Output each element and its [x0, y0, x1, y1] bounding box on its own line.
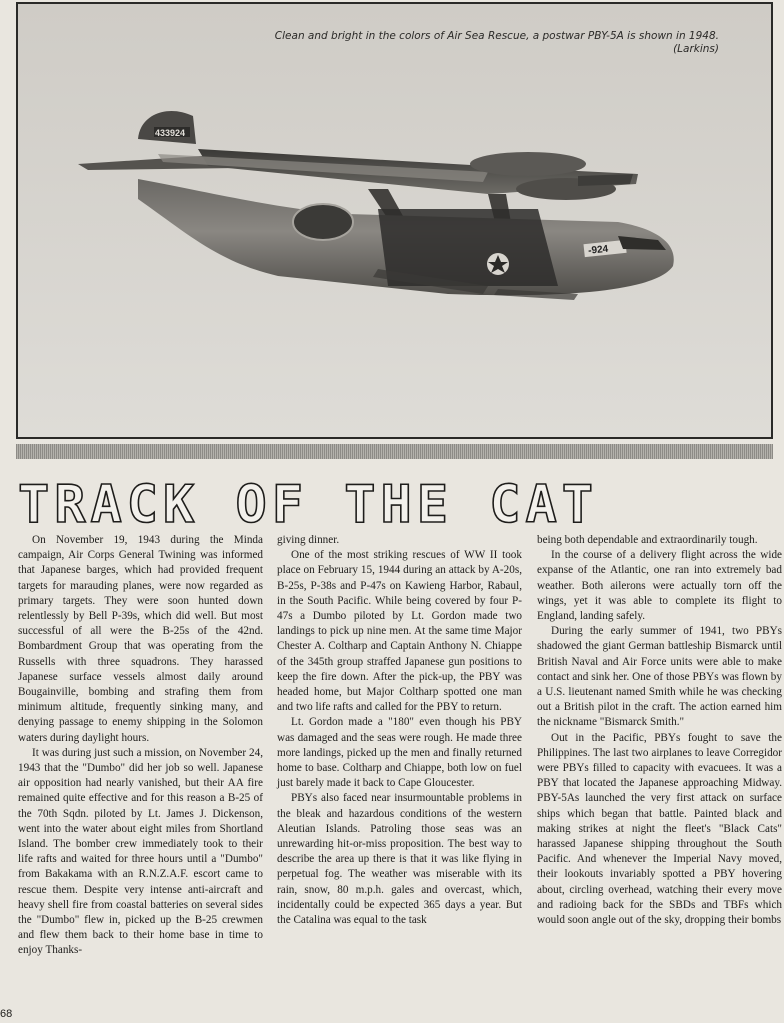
- article-column-2: [277, 533, 522, 928]
- caption-credit: (Larkins): [673, 43, 719, 55]
- article-paragraph: During the early summer of 1941, two PBYs shadowed the giant German battleship Bismarck until British Naval and Air Force units were able to make contact and sink her. One of those PBYs was flown by a U.S. lieutenant named Smith while he was checking out a British pilot in the craft. The action earned him the nickname "Bismarck Smith.": [537, 625, 782, 729]
- headline: [14, 470, 654, 530]
- article-column-3: [537, 533, 782, 928]
- article-paragraph: Lt. Gordon made a "180" even though his PBY was damaged and the seas were rough. He made three more landings, picked up the men and finally returned home to base. Coltharp and Chiappe, both low on fuel just barely made it back to Cape Gloucester.: [277, 716, 522, 790]
- article-paragraph: Out in the Pacific, PBYs fought to save the Philippines. The last two airplanes to leave Corregidor were PBYs filled to capacity with evacuees. It was a PBY that located the Japanese approaching Midway. PBY-5As launched the very first attack on surface ships which began that battle. Painted black and making strikes at night the fleet's "Black Cats" harassed Japanese shipping throughout the South Pacific. And whenever the Imperial Navy moved, their lookouts invariably spotted a PBY hovering about, circling overhead, watching their every move and radioing back for the SBDs and TBFs which would soon angle out of the sky, dropping their bombs: [537, 731, 782, 927]
- photo-caption: [159, 30, 719, 56]
- article-paragraph: In the course of a delivery flight across the wide expanse of the Atlantic, one ran into extremely bad weather. Both ailerons were actually torn off the wings, yet it was able to complete its flight to England, landing safely.: [537, 549, 782, 623]
- caption-text: Clean and bright in the colors of Air Sea Rescue, a postwar PBY-5A is shown in 1948.: [274, 30, 719, 42]
- page-number: 68: [0, 1008, 13, 1020]
- article-paragraph: On November 19, 1943 during the Minda campaign, Air Corps General Twining was informed that Japanese barges, which had provided frequent targets for marauding planes, were now regarded as primary targets. They were soon hunted down relentlessly by Bell P-39s, which did well. But most successful of all were the B-25s of the 42nd. Bombardment Group that was operating from the Russells with three squadrons. They harassed Japanese surface vessels almost daily around Bougainville, bombing and strafing them from minimum altitude, frequently sinking many, and denying passage to enemy shipping in the Solomon waters during daylight hours.: [18, 534, 263, 744]
- article-column-1: [18, 533, 263, 959]
- article-paragraph: being both dependable and extraordinarily tough.: [537, 534, 758, 546]
- article-paragraph: PBYs also faced near insurmountable problems in the bleak and hazardous conditions of the western Aleutian Islands. Patroling those seas was an unrewarding hit-or-miss proposition. The best way to describe the area up there is that it was like flying in perpetual fog. The weather was miserable with its rain, snow, 80 m.p.h. gales and overcast, which, incidentally could be expected 365 days a year. But the Catalina was equal to the task: [277, 792, 522, 927]
- headline-text: TRACK OF THE CAT: [18, 475, 598, 530]
- pby-catalina-image: [18, 4, 771, 437]
- nose-number: -924: [587, 243, 609, 257]
- tail-number: 433924: [155, 128, 186, 138]
- divider-bar: [16, 444, 773, 459]
- article-paragraph: One of the most striking rescues of WW II took place on February 15, 1944 during an attack by A-20s, B-25s, P-38s and P-47s on Kawieng Harbor, Rabaul, in the South Pacific. While being covered by four P-47s a Dumbo piloted by Lt. Gordon made two landings to pick up nine men. At the same time Major Chester A. Coltharp and Captain Anthony N. Chiappe of the 345th group straffed Japanese gun positions to keep the fire down. After the pick-up, the PBY was headed home, but Major Coltharp spotted one man and two life rafts and called for the PBY to return.: [277, 549, 522, 714]
- article-paragraph: giving dinner.: [277, 534, 340, 546]
- aircraft-photo: [16, 2, 773, 439]
- article-paragraph: It was during just such a mission, on November 24, 1943 that the "Dumbo" did her job so well. Japanese air opposition had nearly vanished, but their AA fire remained quite effective and for this reason a B-25 of the 70th Sqdn. piloted by Lt. James J. Dickenson, went into the water about eight miles from Shortland Island. The bomber crew immediately took to their life rafts and waited for three hours until a "Dumbo" from Bakakama with an R.N.Z.A.F. escort came to rescue them. Despite very intense anti-aircraft and heavy shell fire from coastal batteries on several sides the "Dumbo" flew in, picked up the B-25 crewmen and flew them back to their home base in time to enjoy Thanks-: [18, 746, 263, 957]
